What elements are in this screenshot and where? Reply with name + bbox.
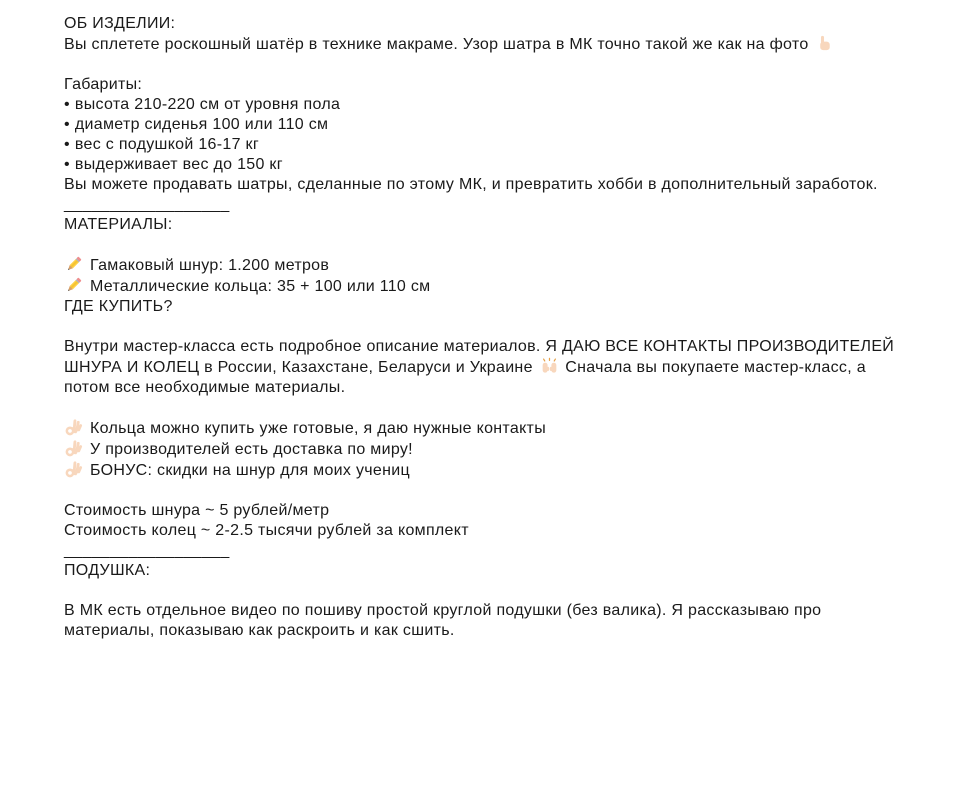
bullet-icon: •: [64, 136, 70, 153]
dimension-text: выдерживает вес до 150 кг: [74, 156, 283, 173]
pillow-line: В МК есть отдельное видео по пошиву простой круглой подушки (без валика). Я рассказываю про: [64, 602, 822, 619]
material-item: [64, 276, 912, 297]
where-to-buy-line: Внутри мастер-класса есть подробное описание материалов. Я ДАЮ ВСЕ КОНТАКТЫ ПРОИЗВОДИТЕЛЕЙ: [64, 338, 895, 355]
prices-block: [64, 501, 912, 541]
dimension-item: [64, 155, 912, 175]
pillow-paragraph: [64, 601, 912, 641]
tip-text: У производителей есть доставка по миру!: [90, 441, 413, 458]
materials-heading: МАТЕРИАЛЫ:: [64, 216, 173, 233]
section-divider: __________________: [64, 196, 230, 213]
about-intro: [64, 34, 912, 55]
dimension-text: высота 210-220 см от уровня пола: [74, 96, 341, 113]
pillow-heading: ПОДУШКА:: [64, 562, 151, 579]
bullet-icon: •: [64, 156, 70, 173]
dimension-text: диаметр сиденья 100 или 110 см: [74, 116, 329, 133]
tip-text: БОНУС: скидки на шнур для моих учениц: [90, 462, 410, 479]
tip-item: [64, 460, 912, 481]
pillow-line: материалы, показываю как раскроить и как сшить.: [64, 622, 455, 639]
material-item: [64, 255, 912, 276]
price-line: Стоимость шнура ~ 5 рублей/метр: [64, 502, 330, 519]
material-text: Металлические кольца: 35 + 100 или 110 см: [90, 278, 431, 295]
ok-hand-icon: [64, 460, 83, 479]
about-intro-text: Вы сплетете роскошный шатёр в технике макраме. Узор шатра в МК точно такой же как на фото: [64, 36, 809, 53]
tip-item: [64, 418, 912, 439]
where-to-buy-paragraph: [64, 337, 912, 398]
dimensions-block: [64, 75, 912, 175]
ok-hand-icon: [64, 418, 83, 437]
raising-hands-icon: [540, 357, 559, 376]
dimension-item: [64, 115, 912, 135]
where-to-buy-line: потом все необходимые материалы.: [64, 379, 346, 396]
tips-list: [64, 418, 912, 481]
tip-item: [64, 439, 912, 460]
dimension-item: [64, 135, 912, 155]
pencil-icon: [64, 276, 83, 295]
price-line: Стоимость колец ~ 2-2.5 тысячи рублей за комплект: [64, 522, 469, 539]
dimensions-heading: Габариты:: [64, 76, 143, 93]
material-text: Гамаковый шнур: 1.200 метров: [90, 257, 330, 274]
section-divider: __________________: [64, 542, 230, 559]
pencil-icon: [64, 255, 83, 274]
ok-hand-icon: [64, 439, 83, 458]
where-to-buy-text: Сначала вы покупаете мастер-класс, а: [565, 359, 866, 376]
sell-note: Вы можете продавать шатры, сделанные по этому МК, и превратить хобби в дополнительный заработок.: [64, 176, 878, 193]
where-to-buy-text: ШНУРА И КОЛЕЦ в России, Казахстане, Беларуси и Украине: [64, 359, 533, 376]
where-to-buy-line: [64, 357, 912, 378]
bullet-icon: •: [64, 116, 70, 133]
point-up-icon: [815, 34, 834, 53]
bullet-icon: •: [64, 96, 70, 113]
dimension-item: [64, 95, 912, 115]
dimension-text: вес с подушкой 16-17 кг: [74, 136, 259, 153]
tip-text: Кольца можно купить уже готовые, я даю нужные контакты: [90, 420, 546, 437]
about-heading: ОБ ИЗДЕЛИИ:: [64, 15, 176, 32]
materials-list: [64, 255, 912, 297]
where-to-buy-heading: ГДЕ КУПИТЬ?: [64, 298, 173, 315]
